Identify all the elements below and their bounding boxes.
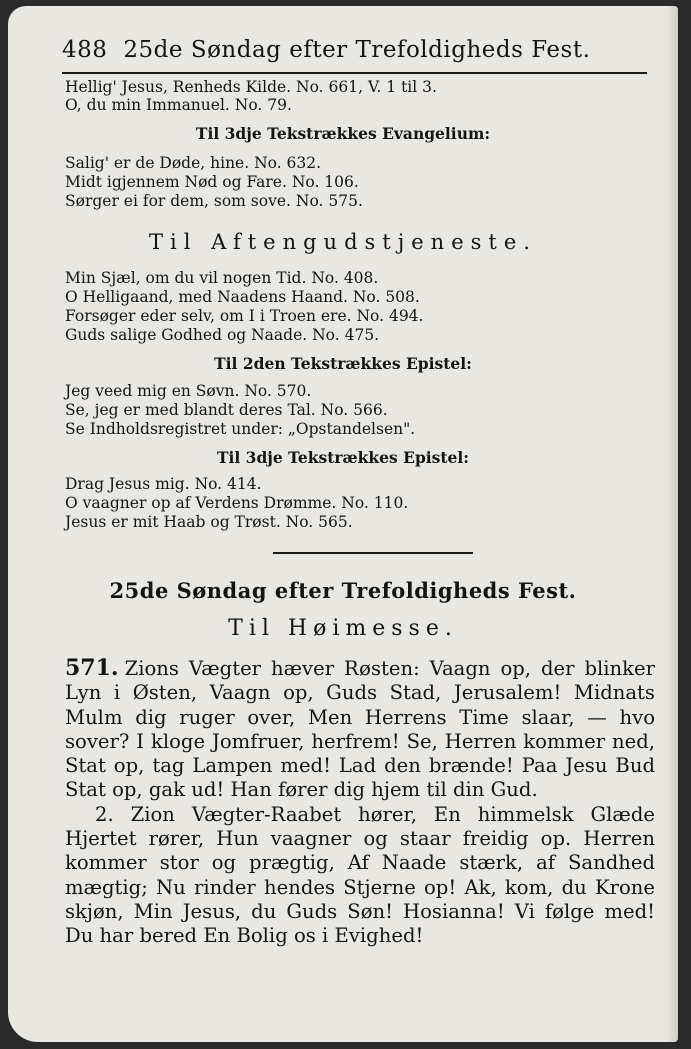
hymn-ref-line: Midt igjennem Nød og Fare. No. 106. bbox=[65, 173, 359, 191]
hymn-ref-line: Se Indholdsregistret under: „Opstandelsen". bbox=[65, 420, 416, 438]
section-heading: Til 3dje Tekstrækkes Evangelium: bbox=[195, 124, 491, 143]
hymn-ref-line: Se, jeg er med blandt deres Tal. No. 566. bbox=[65, 401, 388, 419]
section-heading: Til 3dje Tekstrækkes Epistel: bbox=[216, 448, 470, 467]
hymn-ref-line: Sørger ei for dem, som sove. No. 575. bbox=[65, 192, 363, 210]
page-edge-shadow bbox=[666, 6, 678, 1042]
hymn-ref-line: Salig' er de Døde, hine. No. 632. bbox=[65, 154, 322, 172]
section-subtitle: Til Høimesse. bbox=[228, 616, 458, 641]
hymn-ref-line: Jeg veed mig en Søvn. No. 570. bbox=[65, 382, 312, 400]
hymn-ref-line: O, du min Immanuel. No. 79. bbox=[65, 96, 292, 114]
hymn-number: 571. bbox=[65, 655, 119, 681]
book-page bbox=[8, 6, 678, 1042]
hymn-ref-line: Guds salige Godhed og Naade. No. 475. bbox=[65, 326, 380, 344]
hymn-ref-line: O Helligaand, med Naadens Haand. No. 508. bbox=[65, 288, 420, 306]
section-title: 25de Søndag efter Trefoldigheds Fest. bbox=[109, 578, 577, 603]
hymn-ref-line: Hellig' Jesus, Renheds Kilde. No. 661, V. 1 til 3. bbox=[65, 78, 437, 96]
hymn-text bbox=[65, 656, 655, 949]
section-heading: Til 2den Tekstrækkes Epistel: bbox=[214, 354, 472, 373]
hymn-verse-1 bbox=[65, 656, 655, 803]
hymn-ref-line: Jesus er mit Haab og Trøst. No. 565. bbox=[65, 513, 353, 531]
section-divider bbox=[273, 552, 473, 554]
aften-heading: Til Aftengudstjeneste. bbox=[149, 230, 537, 254]
hymn-ref-line: Drag Jesus mig. No. 414. bbox=[65, 475, 262, 493]
hymn-ref-line: Forsøger eder selv, om I i Troen ere. No. 494. bbox=[65, 307, 424, 325]
running-header bbox=[62, 37, 622, 63]
verse-1-text: Zions Vægter hæver Røsten: Vaagn op, der blinker Lyn i Østen, Vaagn op, Guds Stad, Jerusalem! Midnats Mulm dig ruger over, Men Herrens Time slaar, — hvo sover? I kloge Jomfruer, herfrem! Se, Herren kommer ned, Stat op, tag Lampen med! Lad den brænde! Paa Jesu Bud Stat op, gak ud! Han fører dig hjem til din Gud. bbox=[65, 657, 655, 802]
header-rule bbox=[62, 72, 647, 74]
page-number: 488 bbox=[62, 37, 108, 63]
hymn-verse-2: 2. Zion Vægter-Raabet hører, En himmelsk Glæde Hjertet rører, Hun vaagner og staar freidig op. Herren kommer stor og prægtig, Af Naade stærk, af Sandhed mægtig; Nu rinder hendes Stjerne op! Ak, kom, du Krone skjøn, Min Jesus, du Guds Søn! Hosianna! Vi følge med! Du har bered En Bolig os i Evighed! bbox=[65, 802, 655, 948]
hymn-ref-line: Min Sjæl, om du vil nogen Tid. No. 408. bbox=[65, 269, 379, 287]
hymn-ref-line: O vaagner op af Verdens Drømme. No. 110. bbox=[65, 494, 409, 512]
running-title: 25de Søndag efter Trefoldigheds Fest. bbox=[123, 37, 591, 63]
